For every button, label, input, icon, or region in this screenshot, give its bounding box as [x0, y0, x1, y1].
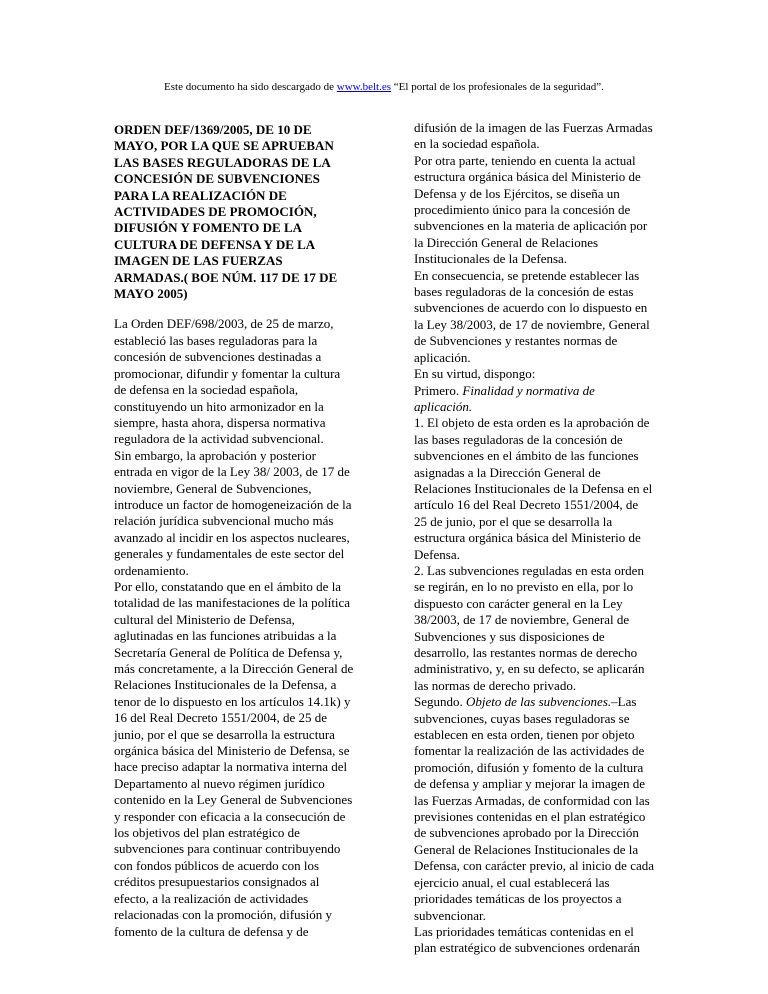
text-line: más concretamente, a la Dirección General de	[114, 661, 354, 676]
text-line: de subvenciones aprobado por la Dirección	[414, 825, 639, 841]
text-line: relacionadas con la promoción, difusión y	[114, 907, 333, 923]
text-line: plan estratégico de subvenciones ordenarán	[414, 940, 640, 956]
text-line: generales y fundamentales de este sector del	[114, 546, 345, 562]
title-line: CONCESIÓN DE SUBVENCIONES	[114, 171, 320, 187]
text-line: 1. El objeto de esta orden es la aprobación de	[414, 415, 650, 431]
text-line: créditos presupuestarios consignados al	[114, 874, 320, 890]
text-line: relación jurídica subvencional mucho más	[114, 513, 334, 529]
article-primero-body	[414, 415, 692, 694]
text-line: En consecuencia, se pretende establecer las	[414, 267, 640, 283]
text-line: previsiones contenidas en el plan estratégico	[414, 809, 646, 825]
text-line: de defensa y ampliar y mejorar la imagen de	[414, 776, 646, 792]
text-line: y responder con eficacia a la consecución de	[114, 808, 346, 824]
text-line: ejercicio anual, el cual establecerá las	[414, 874, 610, 890]
text-line: ordenamiento.	[114, 562, 189, 578]
text-line: General de Relaciones Institucionales de la	[414, 841, 639, 857]
text-line: Defensa y de los Ejércitos, se diseña un	[414, 185, 620, 201]
text-line: 2. Las subvenciones reguladas en esta orden	[414, 562, 644, 578]
text-line: Defensa.	[414, 546, 460, 562]
article-primero-heading	[414, 383, 692, 416]
text-line: En su virtud, dispongo:	[414, 366, 536, 382]
header-prefix: Este documento ha sido descargado de	[164, 81, 334, 93]
text-line: la Ley 38/2003, de 17 de noviembre, General	[414, 316, 650, 332]
text-line: estructura orgánica básica del Ministerio de	[414, 530, 641, 546]
text-line: totalidad de las manifestaciones de la política	[114, 595, 351, 611]
text-line: subvencionar.	[414, 907, 486, 923]
text-line: subvenciones en la materia de aplicación por	[414, 218, 648, 234]
text-line: las Fuerzas Armadas, de conformidad con las	[414, 792, 650, 808]
text-line: subvenciones para continuar contribuyendo	[114, 841, 341, 857]
text-line: subvenciones de acuerdo con lo dispuesto en	[414, 300, 648, 316]
text-line: fomentar la realización de las actividades de	[414, 743, 645, 759]
title-line: CULTURA DE DEFENSA Y DE LA	[114, 236, 316, 252]
text-line: siempre, hasta ahora, dispersa normativa	[114, 414, 326, 430]
text-line: efecto, a la realización de actividades	[114, 890, 309, 906]
text-line: Relaciones Institucionales de la Defensa, a	[114, 677, 337, 693]
text-line: establecen en esta orden, tienen por objeto	[414, 727, 635, 743]
text-line: noviembre, General de Subvenciones,	[114, 480, 312, 496]
text-line: dispuesto con carácter general en la Ley	[414, 595, 623, 611]
text-line: artículo 16 del Real Decreto 1551/2004, de	[414, 497, 639, 513]
text-line: de defensa en la sociedad española,	[114, 382, 299, 398]
header-suffix: “El portal de los profesionales de la seguridad”.	[393, 81, 604, 93]
primero-title-cont: aplicación.	[414, 398, 473, 414]
text-line: promoción, difusión y fomento de la cultura	[414, 759, 644, 775]
text-line: estableció las bases reguladoras para la	[114, 332, 318, 348]
text-line: Institucionales de la Defensa.	[414, 251, 568, 267]
title-line: ACTIVIDADES DE PROMOCIÓN,	[114, 204, 317, 220]
text-line: La Orden DEF/698/2003, de 25 de marzo,	[114, 316, 334, 332]
text-line: concesión de subvenciones destinadas a	[114, 349, 322, 365]
title-line: PARA LA REALIZACIÓN DE	[114, 187, 287, 203]
text-line: procedimiento único para la concesión de	[414, 202, 631, 218]
text-line: las bases reguladoras de la concesión de	[414, 431, 623, 447]
text-line: Las prioridades temáticas contenidas en el	[414, 923, 634, 939]
left-column	[114, 120, 389, 940]
segundo-title: Objeto de las subvenciones.	[466, 694, 612, 710]
text-line: desarrollo, las restantes normas de derecho	[414, 645, 638, 660]
text-line: Subvenciones y sus disposiciones de	[414, 628, 605, 644]
text-line: 16 del Real Decreto 1551/2004, de 25 de	[114, 710, 327, 726]
title-line: MAYO, POR LA QUE SE APRUEBAN	[114, 138, 334, 154]
title-line: MAYO 2005)	[114, 286, 188, 302]
text-line: Departamento al nuevo régimen jurídico	[114, 775, 325, 791]
text-line: entrada en vigor de la Ley 38/ 2003, de 17 de	[114, 464, 350, 480]
text-line: bases reguladoras de la concesión de estas	[414, 284, 634, 300]
text-line: fomento de la cultura de defensa y de	[114, 923, 309, 939]
primero-label: Primero.	[414, 382, 460, 398]
text-line: Relaciones Institucionales de la Defensa en el	[414, 480, 653, 496]
text-line: Secretaría General de Política de Defensa y,	[114, 644, 343, 660]
text-line: reguladora de la actividad subvencional.	[114, 431, 324, 447]
text-line: estructura orgánica básica del Ministerio de	[414, 169, 641, 185]
title-line: DIFUSIÓN Y FOMENTO DE LA	[114, 220, 303, 236]
text-line: promocionar, difundir y fomentar la cultura	[114, 365, 341, 381]
text-line: junio, por el que se desarrolla la estructura	[114, 726, 335, 742]
text-line: prioridades temáticas de los proyectos a	[414, 891, 622, 907]
title-line: ARMADAS.( BOE NÚM. 117 DE 17 DE	[114, 269, 338, 285]
segundo-label: Segundo.	[414, 694, 463, 710]
document-source-header	[0, 80, 768, 94]
text-line: se regirán, en lo no previsto en ella, por lo	[414, 579, 634, 595]
text-line: asignadas a la Dirección General de	[414, 464, 601, 480]
title-line: LAS BASES REGULADORAS DE LA	[114, 154, 331, 170]
text-line: introduce un factor de homogeneización de la	[114, 496, 352, 512]
text-line: de Subvenciones y restantes normas de	[414, 333, 618, 349]
article-segundo-body	[414, 711, 692, 957]
text-line: Sin embargo, la aprobación y posterior	[114, 447, 316, 463]
text-line: orgánica básica del Ministerio de Defensa, se	[114, 743, 350, 759]
text-line: tenor de lo dispuesto en los artículos 14.1k) y	[114, 693, 351, 709]
text-line: contenido en la Ley General de Subvenciones	[114, 792, 353, 808]
belt-link[interactable]: www.belt.es	[336, 81, 392, 93]
text-line: Defensa, con carácter previo, al inicio de cada	[414, 858, 655, 874]
text-line: constituyendo un hito armonizador en la	[114, 398, 324, 414]
text-line: subvenciones en el ámbito de las funciones	[414, 448, 639, 464]
text-line: en la sociedad española.	[414, 136, 540, 152]
text-line: Por ello, constatando que en el ámbito de la	[114, 578, 342, 594]
text-line: difusión de la imagen de las Fuerzas Armadas	[414, 120, 653, 135]
text-line: aglutinadas en las funciones atribuidas a la	[114, 628, 337, 644]
segundo-rest: –Las	[611, 694, 637, 710]
article-segundo-heading	[414, 694, 692, 710]
text-line: las normas de derecho privado.	[414, 677, 577, 693]
text-line: subvenciones, cuyas bases reguladoras se	[414, 710, 630, 726]
title-line: ORDEN DEF/1369/2005, DE 10 DE	[114, 122, 312, 137]
text-line: cultural del Ministerio de Defensa,	[114, 611, 295, 627]
right-column	[414, 120, 692, 957]
text-line: hace preciso adaptar la normativa interna del	[114, 759, 348, 775]
text-line: los objetivos del plan estratégico de	[114, 825, 300, 841]
text-line: la Dirección General de Relaciones	[414, 234, 599, 250]
left-body	[114, 316, 389, 939]
document-title	[114, 122, 389, 302]
right-body-intro	[414, 120, 692, 383]
text-line: 38/2003, de 17 de noviembre, General de	[414, 612, 630, 628]
title-line: IMAGEN DE LAS FUERZAS	[114, 253, 283, 269]
text-line: con fondos públicos de acuerdo con los	[114, 857, 320, 873]
text-line: avanzado al incidir en los aspectos nucleares,	[114, 529, 350, 545]
text-line: administrativo, y, en su defecto, se aplicarán	[414, 661, 645, 677]
text-line: aplicación.	[414, 349, 471, 365]
primero-title: Finalidad y normativa de	[462, 382, 595, 398]
text-line: Por otra parte, teniendo en cuenta la actual	[414, 152, 636, 168]
text-line: 25 de junio, por el que se desarrolla la	[414, 513, 613, 529]
